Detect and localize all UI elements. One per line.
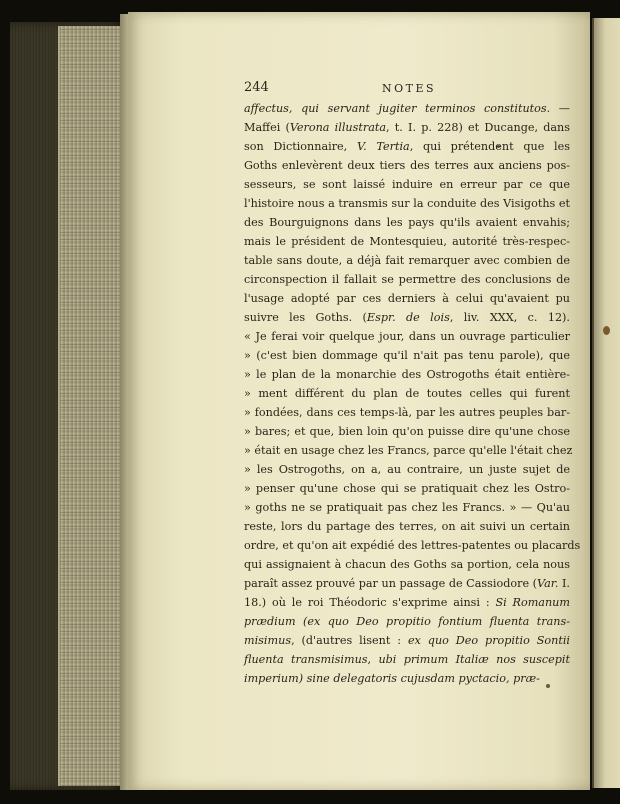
text-line — [244, 461, 570, 479]
text-segment: Var. — [537, 577, 559, 590]
text-segment: sesseurs, se sont laissé induire en erreur par ce que — [244, 178, 570, 191]
text-segment: table sans doute, a déjà fait remarquer avec combien de — [244, 254, 570, 267]
text-segment: I. — [558, 577, 570, 590]
text-line — [244, 594, 570, 612]
text-line — [244, 404, 570, 422]
text-segment: reste, lors du partage des terres, on ait suivi un certain — [244, 520, 570, 533]
text-segment: fluenta transmisimus — [244, 653, 368, 666]
page-header — [244, 80, 570, 98]
text-line — [244, 385, 570, 403]
text-segment: , qui prétendent que les — [409, 140, 570, 153]
text-segment: 18.) où le roi Théodoric s'exprime ainsi : — [244, 596, 496, 609]
text-segment: son Dictionnaire, — [244, 140, 357, 153]
text-segment: » fondées, dans ces temps-là, par les autres peuples bar- — [244, 406, 570, 419]
text-segment: suivre les Goths. ( — [244, 311, 367, 324]
running-head: NOTES — [382, 82, 437, 95]
text-line — [244, 651, 570, 669]
text-segment: Verona illustrata — [289, 121, 387, 134]
text-line — [244, 499, 570, 517]
text-line — [244, 214, 570, 232]
text-segment: , — [367, 653, 379, 666]
text-line — [244, 537, 581, 555]
text-line — [244, 480, 570, 498]
text-line — [244, 252, 570, 270]
text-segment: ubi primum Italiæ nos suscepit — [378, 653, 570, 666]
text-line — [244, 290, 570, 308]
text-line — [244, 138, 570, 156]
text-line — [244, 157, 570, 175]
page-edges-texture — [60, 26, 120, 786]
text-segment: mais le président de Montesquieu, autorité très-respec- — [244, 235, 570, 248]
text-line — [244, 309, 570, 327]
text-segment: imperium) sine delegatoris cujusdam pyctacio, præ- — [244, 672, 540, 685]
text-segment: affectus, qui servant jugiter terminos constitutos. — — [244, 102, 570, 115]
text-segment: » le plan de la monarchie des Ostrogoths était entière- — [244, 368, 570, 381]
text-segment: paraît assez prouvé par un passage de Cassiodore ( — [244, 577, 538, 590]
text-segment: » penser qu'une chose qui se pratiquait chez les Ostro- — [244, 482, 570, 495]
text-segment: des Bourguignons dans les pays qu'ils avaient envahis; — [244, 216, 570, 229]
text-line — [244, 119, 570, 137]
facing-page-edge — [592, 18, 620, 788]
text-segment: » (c'est bien dommage qu'il n'ait pas tenu parole), que — [244, 349, 570, 362]
text-segment: l'usage adopté par ces derniers à celui qu'avaient pu — [244, 292, 570, 305]
text-segment: prædium (ex quo Deo propitio fontium fluenta trans- — [244, 615, 570, 628]
text-segment: Si Romanum — [495, 596, 570, 609]
text-segment: , t. I. p. 228) et Ducange, dans — [386, 121, 571, 134]
text-segment: circonspection il fallait se permettre des conclusions de — [244, 273, 570, 286]
text-line — [244, 347, 570, 365]
text-segment: Maffei ( — [244, 121, 290, 134]
text-segment: misimus — [244, 634, 292, 647]
text-segment: » goths ne se pratiquait pas chez les Francs. » — Qu'au — [244, 501, 570, 514]
text-line — [244, 518, 570, 536]
text-line — [244, 176, 570, 194]
text-segment: l'histoire nous a transmis sur la conduite des Visigoths et — [244, 197, 570, 210]
text-line — [244, 556, 570, 574]
text-segment: ordre, et qu'on ait expédié des lettres-patentes ou placards — [244, 539, 581, 552]
text-segment: Espr. de lois — [366, 311, 450, 324]
text-segment: » était en usage chez les Francs, parce qu'elle l'était chez — [244, 444, 573, 457]
text-line — [244, 100, 570, 118]
page-number: 244 — [244, 80, 269, 95]
text-line — [244, 366, 570, 384]
text-segment: ex quo Deo propitio Sontii — [407, 634, 570, 647]
text-segment: « Je ferai voir quelque jour, dans un ouvrage particulier — [244, 330, 570, 343]
text-line — [244, 442, 573, 460]
text-line — [244, 233, 570, 251]
foxing-spot — [603, 326, 610, 335]
text-line — [244, 670, 570, 688]
text-segment: V. Tertia — [356, 140, 410, 153]
text-segment: » les Ostrogoths, on a, au contraire, un juste sujet de — [244, 463, 570, 476]
text-segment: , (d'autres lisent : — [291, 634, 408, 647]
text-line — [244, 195, 570, 213]
text-line — [244, 423, 570, 441]
text-segment: » bares; et que, bien loin qu'on puisse dire qu'une chose — [244, 425, 570, 438]
text-segment: , liv. XXX, c. 12). — [449, 311, 570, 324]
text-line — [244, 575, 570, 593]
text-line — [244, 328, 570, 346]
text-segment: » ment différent du plan de toutes celles qui furent — [244, 387, 570, 400]
text-line — [244, 613, 570, 631]
text-segment: qui assignaient à chacun des Goths sa portion, cela nous — [244, 558, 570, 571]
text-line — [244, 271, 570, 289]
text-segment: Goths enlevèrent deux tiers des terres aux anciens pos- — [244, 159, 570, 172]
text-line — [244, 632, 570, 650]
